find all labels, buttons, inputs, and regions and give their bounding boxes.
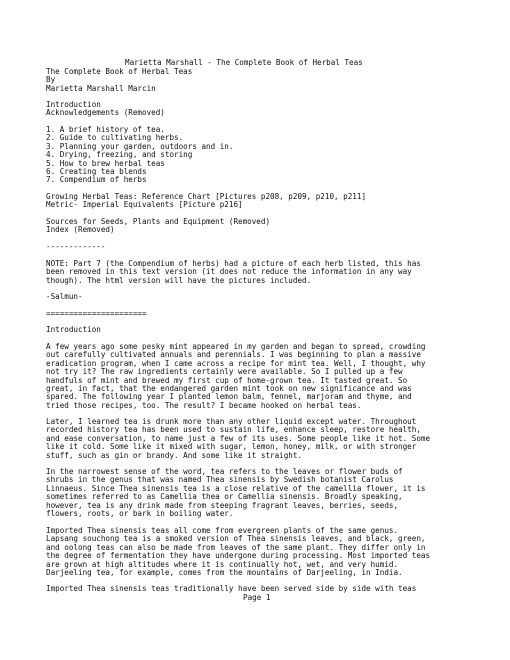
signature: -Salmun- bbox=[46, 292, 83, 301]
paragraph-line: In the narrowest sense of the word, tea refers to the leaves or flower buds of bbox=[46, 467, 403, 476]
paragraph-line: recorded history tea has been used to sustain life, enhance sleep, restore health, bbox=[46, 425, 421, 435]
contents-item: 6. Creating tea blends bbox=[46, 167, 147, 176]
contents-item: 3. Planning your garden, outdoors and in. bbox=[46, 141, 234, 151]
paragraph-line: shrubs in the genus that was named Thea sinensis by Swedish botanist Carolus bbox=[46, 475, 394, 485]
reference-line: Growing Herbal Teas: Reference Chart [Pictures p208, p209, p210, p211] bbox=[46, 192, 367, 201]
section-rule: ====================== bbox=[46, 309, 147, 318]
paragraph-line: Lapsang souchong tea is a smoked version of Thea sinensis leaves, and black, green, bbox=[46, 534, 426, 544]
paragraph-line: and ease conversation, to name just a few of its uses. Some people like it hot. Some bbox=[46, 433, 431, 443]
paragraph-line: eradication program, when I came across a recipe for mint tea. Well, I thought, why bbox=[46, 358, 426, 368]
paragraph-line: and oolong teas can also be made from leaves of the same plant. They differ only in bbox=[46, 542, 426, 552]
contents-item: 4. Drying, freezing, and storing bbox=[46, 150, 193, 160]
contents-item: 1. A brief history of tea. bbox=[46, 125, 165, 134]
title-line: By bbox=[46, 75, 56, 85]
note-line: been removed in this text version (it does not reduce the information in any way bbox=[46, 267, 412, 277]
paragraph-line: Later, I learned tea is drunk more than any other liquid except water. Throughout bbox=[46, 417, 417, 426]
front-matter-line: Acknowledgements (Removed) bbox=[46, 108, 165, 118]
paragraph-line: like it cold. Some like it mixed with sugar, lemon, honey, milk, or with stronger bbox=[46, 442, 417, 452]
section-rule: ------------- bbox=[46, 242, 106, 251]
title-line: The Complete Book of Herbal Teas bbox=[46, 67, 193, 76]
paragraph-line: out carefully cultivated annuals and perennials. I was beginning to plan a massive bbox=[46, 350, 421, 360]
paragraph-line: great, in fact, that the endangered garden mint took on new significance and was bbox=[46, 384, 412, 393]
paragraph-line: tried those recipes, too. The result? I became hooked on herbal teas. bbox=[46, 400, 362, 410]
paragraph-line: Imported Thea sinensis teas all come from evergreen plants of the same genus. bbox=[46, 526, 399, 535]
paragraph-line: flowers, roots, or bark in boiling water. bbox=[46, 509, 234, 518]
paragraph-line: sometimes referred to as Camellia thea or Camellia sinensis. Broadly speaking, bbox=[46, 492, 403, 502]
contents-item: 5. How to brew herbal teas bbox=[46, 158, 165, 168]
front-matter-line: Introduction bbox=[46, 100, 101, 109]
note-line: though). The html version will have the pictures included. bbox=[46, 275, 312, 285]
page-number: Page 1 bbox=[243, 593, 271, 602]
contents-item: 7. Compendium of herbs bbox=[46, 175, 147, 185]
paragraph-line: not try it? The raw ingredients certainly were available. So I pulled up a few bbox=[46, 367, 403, 377]
paragraph-line: stuff, such as gin or brandy. And some like it straight. bbox=[46, 450, 303, 460]
running-header: Marietta Marshall - The Complete Book of Herbal Teas bbox=[125, 58, 363, 67]
reference-line: Metric- Imperial Equivalents [Picture p216] bbox=[46, 200, 243, 210]
paragraph-line: handfuls of mint and brewed my first cup of home-grown tea. It tasted great. So bbox=[46, 375, 408, 385]
paragraph-line: A few years ago some pesky mint appeared in my garden and began to spread, crowding bbox=[46, 342, 426, 351]
paragraph-line: however, tea is any drink made from steeping fragrant leaves, berries, seeds, bbox=[46, 500, 399, 510]
paragraph-line: Darjeeling tea, for example, comes from the mountains of Darjeeling, in India. bbox=[46, 568, 403, 577]
paragraph-line: Imported Thea sinensis teas traditionally have been served side by side with teas bbox=[46, 584, 417, 593]
back-matter-line: Index (Removed) bbox=[46, 225, 115, 235]
back-matter-line: Sources for Seeds, Plants and Equipment (Removed) bbox=[46, 217, 271, 226]
paragraph-line: the degree of fermentation they have undergone during processing. Most imported teas bbox=[46, 551, 431, 561]
paragraph-line: spared. The following year I planted lemon balm, fennel, marjoram and thyme, and bbox=[46, 392, 412, 402]
note-line: NOTE: Part 7 (the Compendium of herbs) had a picture of each herb listed, this has bbox=[46, 259, 421, 268]
paragraph-line: Linnaeus. Since Thea sinensis tea is a close relative of the camellia flower, it is bbox=[46, 483, 426, 493]
title-line: Marietta Marshall Marcin bbox=[46, 83, 156, 93]
section-heading: Introduction bbox=[46, 325, 101, 334]
paragraph-line: are grown at high altitudes where it is continually hot, wet, and very humid. bbox=[46, 559, 399, 569]
contents-item: 2. Guide to cultivating herbs. bbox=[46, 133, 184, 143]
